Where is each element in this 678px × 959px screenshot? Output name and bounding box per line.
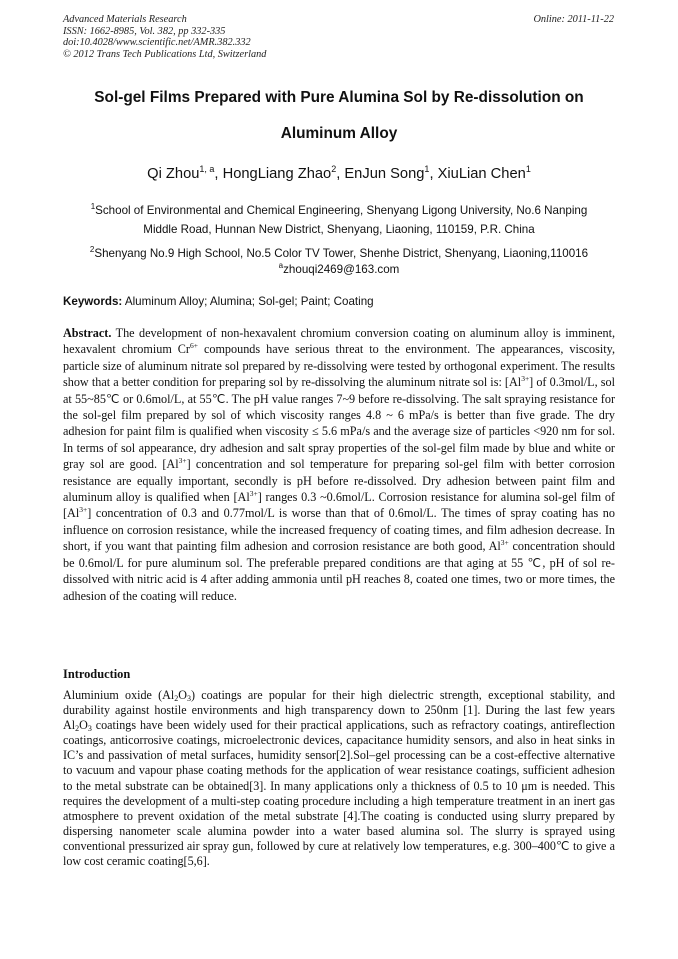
paper-title-line-1: Sol-gel Films Prepared with Pure Alumina Sol by Re-dissolution on: [94, 89, 584, 106]
journal-doi: doi:10.4028/www.scientific.net/AMR.382.332: [63, 37, 251, 49]
affiliation-text: Shenyang No.9 High School, No.5 Color TV Tower, Shenhe District, Shenyang, Liaoning,110016: [94, 247, 589, 260]
abstract-label: Abstract.: [63, 326, 112, 340]
subscript: 2: [75, 724, 80, 734]
abstract-text: concentration should be 0.6mol/L for pure aluminum sol. The preferable prepared conditions are that aging at 55 ℃, pH of sol re-dissolved with nitric acid is 4 after adding ammonia until pH reaches 8, coated one times, two or more times, the adhesion of the coating will reduce.: [63, 539, 615, 603]
affiliation-number: 1: [90, 202, 96, 211]
author-affiliation-mark: 1, a: [199, 164, 215, 174]
author-name: HongLiang Zhao: [222, 166, 332, 182]
email-address[interactable]: zhouqi2469@163.com: [283, 263, 400, 276]
superscript: 6+: [190, 341, 198, 351]
author-separator: ,: [336, 166, 345, 182]
abstract-text: The development of non-hexavalent chromium conversion coating on aluminum alloy is imminent, hexavalent chromium Cr: [63, 326, 615, 357]
keywords: [63, 295, 615, 308]
section-heading-introduction: Introduction: [63, 667, 131, 681]
author-name: Qi Zhou: [147, 166, 200, 182]
online-date: Online: 2011-11-22: [533, 14, 614, 25]
superscript: 3+: [500, 538, 509, 548]
author-name: EnJun Song: [344, 166, 425, 182]
affiliation-number: 2: [89, 245, 95, 254]
intro-text: coatings have been widely used for their practical applications, such as refractory coatings, antireflection coatings, anticorrosive coatings, microelectronic devices, capacitance humidity sensors, and also in heat sinks in IC’s and passivation of metal surfaces, humidity sensor[2].Sol–gel processing can be a cost-effective alternative to vacuum and vapour phase coating methods for the application of wear resistance coatings, sufficient adhesion to the metal substrate can be obtained[3]. In many applications only a thickness of 0.5 to 10 μm is needed. This requires the development of a multi-step coating procedure including a high temperature treatment in an inert gas atmosphere to prevent oxidation of the metal substrate [4].The coating is conducted using slurry prepared by dispersing nanometer scale alumina powder into a water based alumina sol. The slurry is sprayed using conventional pressurized air spray gun, followed by cure at relatively low temperatures, e.g. 300–400℃ to give a low cost ceramic coating[5,6].: [63, 718, 615, 869]
abstract-text: ] ranges 0.3 ~0.6mol/L. Corrosion resistance for alumina sol-gel film of [Al: [63, 490, 615, 521]
affiliation-1: [60, 201, 618, 239]
author-separator: ,: [429, 166, 438, 182]
intro-text: ) coatings are popular for their high dielectric strength, exceptional stability, and durability against hostile environments and high transparency down to 250nm [1]. During the last few years Al: [63, 688, 616, 733]
intro-text: Aluminium oxide (Al: [63, 688, 175, 702]
keywords-text: Aluminum Alloy; Alumina; Sol-gel; Paint; Coating: [122, 295, 374, 308]
journal-header: [63, 14, 266, 60]
intro-text: O: [178, 688, 188, 702]
affiliation-text: School of Environmental and Chemical Engineering, Shenyang Ligong University, No.6 Nanping: [95, 204, 588, 217]
email-mark: a: [278, 261, 284, 270]
author-list: [60, 166, 618, 182]
abstract-text: ] of 0.3mol/L, sol at 55~85℃ or 0.6mol/L, at 55℃. The pH value ranges 7~9 before re-dissolving. The salt spraying resistance for the sol-gel film prepared by sol of which viscosity ranges 4.8 ~ 6 mPa/s is better than five grade. The dry adhesion for paint film is qualified when viscosity ≤ 5.6 mPa/s and the average size of particles <920 nm for sol. In terms of sol appearance, dry adhesion and salt spray properties of the sol-gel film made by blue and white or gray sol are good. [Al: [63, 375, 615, 472]
subscript: 3: [87, 724, 92, 734]
introduction-paragraph: [63, 688, 615, 869]
superscript: 3+: [521, 374, 530, 384]
abstract-text: ] concentration of 0.3 and 0.77mol/L is worse than that of 0.6mol/L. The times of spray coating has no influence on corrosion resistance, while the increased frequency of coating times, and film adhesion decrease. In short, if you want that painting film adhesion and corrosion resistance are both good, Al: [63, 506, 615, 554]
abstract-text: ] concentration and sol temperature for preparing sol-gel film with better corrosion resistance are equally important, secondly is pH before re-dissolved. Dry adhesion between paint film and aluminum alloy is qualified when [Al: [63, 457, 615, 505]
superscript: 3+: [79, 505, 88, 515]
subscript: 2: [174, 694, 179, 703]
superscript: 3+: [178, 456, 187, 466]
subscript: 3: [187, 694, 192, 703]
journal-name: Advanced Materials Research: [63, 14, 187, 25]
author-affiliation-mark: 2: [331, 164, 337, 174]
abstract: [63, 325, 615, 604]
affiliation-2: [60, 244, 618, 263]
journal-issn: ISSN: 1662-8985, Vol. 382, pp 332-335: [63, 25, 226, 37]
affiliation-text: Middle Road, Hunnan New District, Shenyang, Liaoning, 110159, P.R. China: [143, 223, 535, 236]
author-affiliation-mark: 1: [525, 164, 531, 174]
author-separator: ,: [214, 166, 223, 182]
intro-text: O: [79, 718, 88, 733]
paper-title-line-2: Aluminum Alloy: [280, 125, 398, 142]
keywords-label: Keywords:: [63, 295, 123, 308]
journal-copyright: © 2012 Trans Tech Publications Ltd, Switzerland: [63, 48, 267, 60]
superscript: 3+: [249, 489, 258, 499]
corresponding-email[interactable]: [60, 263, 618, 276]
abstract-text: compounds have serious threat to the environment. The appearances, viscosity, particle size of aluminum nitrate sol prepared by re-dissolving were tested by orthogonal experiment. The results show that a better condition for preparing sol by re-dissolving the aluminum nitrate sol is: [Al: [63, 342, 615, 390]
author-name: XiuLian Chen: [437, 166, 526, 182]
author-affiliation-mark: 1: [424, 164, 430, 174]
